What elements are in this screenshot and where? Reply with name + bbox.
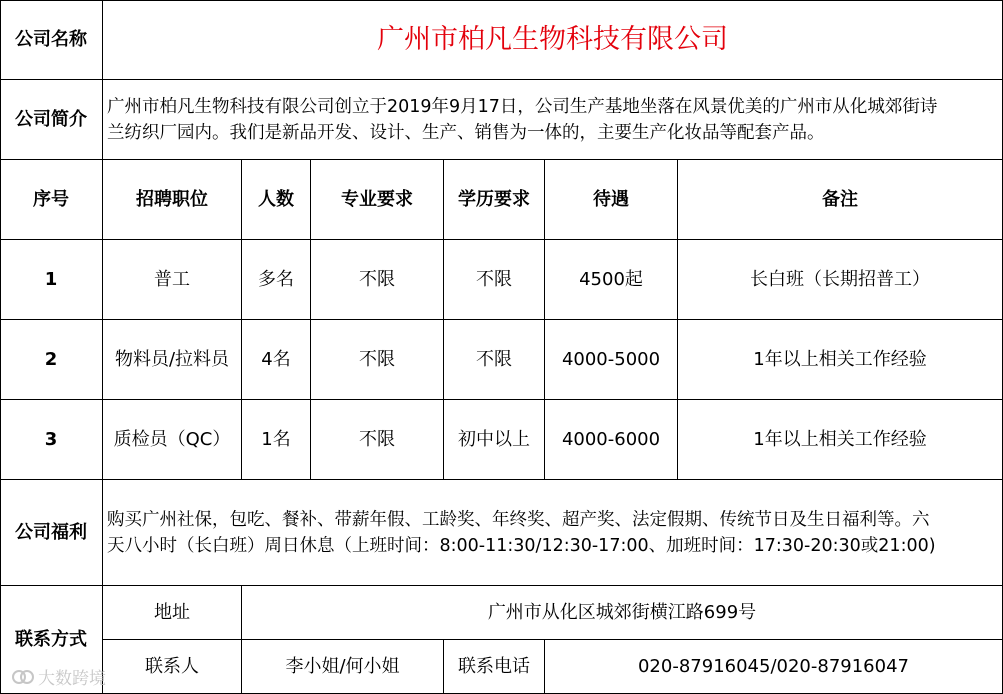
row-1-remark: 长白班（长期招普工） [678, 240, 1003, 320]
row-2-position: 物料员/拉料员 [103, 320, 242, 400]
row-3-education: 初中以上 [444, 400, 545, 480]
row-1-salary: 4500起 [545, 240, 678, 320]
company-name: 广州市柏凡生物科技有限公司 [103, 0, 1003, 80]
company-intro [103, 80, 1003, 160]
header-major: 专业要求 [311, 160, 444, 240]
benefits-line: 天八小时（长白班）周日休息（上班时间：8:00-11:30/12:30-17:00、加班时间：17:30-20:30或21:00) [107, 535, 936, 556]
row-2-education: 不限 [444, 320, 545, 400]
header-position: 招聘职位 [103, 160, 242, 240]
address-label: 地址 [103, 586, 242, 640]
company-name-label: 公司名称 [0, 0, 103, 80]
row-3-index: 3 [0, 400, 103, 480]
company-intro-label: 公司简介 [0, 80, 103, 160]
row-1-index: 1 [0, 240, 103, 320]
row-1-position: 普工 [103, 240, 242, 320]
row-3-position: 质检员（QC） [103, 400, 242, 480]
company-intro-line: 广州市柏凡生物科技有限公司创立于2019年9月17日，公司生产基地坐落在风景优美的广州市从化城郊街诗 [107, 96, 938, 117]
header-salary: 待遇 [545, 160, 678, 240]
watermark-text: 大数跨境 [38, 669, 106, 689]
benefits-text [103, 480, 1003, 586]
phone-label: 联系电话 [444, 640, 545, 694]
row-3-major: 不限 [311, 400, 444, 480]
header-education: 学历要求 [444, 160, 545, 240]
row-3-count: 1名 [242, 400, 311, 480]
header-remark: 备注 [678, 160, 1003, 240]
row-1-count: 多名 [242, 240, 311, 320]
contact-person-label: 联系人 [103, 640, 242, 694]
watermark-logo-icon [12, 668, 34, 686]
contact-person-value: 李小姐/何小姐 [242, 640, 444, 694]
row-2-salary: 4000-5000 [545, 320, 678, 400]
benefits-label: 公司福利 [0, 480, 103, 586]
row-2-index: 2 [0, 320, 103, 400]
row-1-major: 不限 [311, 240, 444, 320]
row-3-salary: 4000-6000 [545, 400, 678, 480]
benefits-line: 购买广州社保，包吃、餐补、带薪年假、工龄奖、年终奖、超产奖、法定假期、传统节日及生日福利等。六 [107, 509, 930, 530]
header-index: 序号 [0, 160, 103, 240]
watermark [12, 664, 106, 689]
company-intro-line: 兰纺织厂园内。我们是新品开发、设计、生产、销售为一体的，主要生产化妆品等配套产品。 [107, 122, 825, 143]
contact-label: 联系方式 [0, 586, 103, 694]
row-2-remark: 1年以上相关工作经验 [678, 320, 1003, 400]
header-count: 人数 [242, 160, 311, 240]
row-3-remark: 1年以上相关工作经验 [678, 400, 1003, 480]
address-value: 广州市从化区城郊街横江路699号 [242, 586, 1003, 640]
phone-value: 020-87916045/020-87916047 [545, 640, 1003, 694]
row-2-count: 4名 [242, 320, 311, 400]
row-1-education: 不限 [444, 240, 545, 320]
row-2-major: 不限 [311, 320, 444, 400]
